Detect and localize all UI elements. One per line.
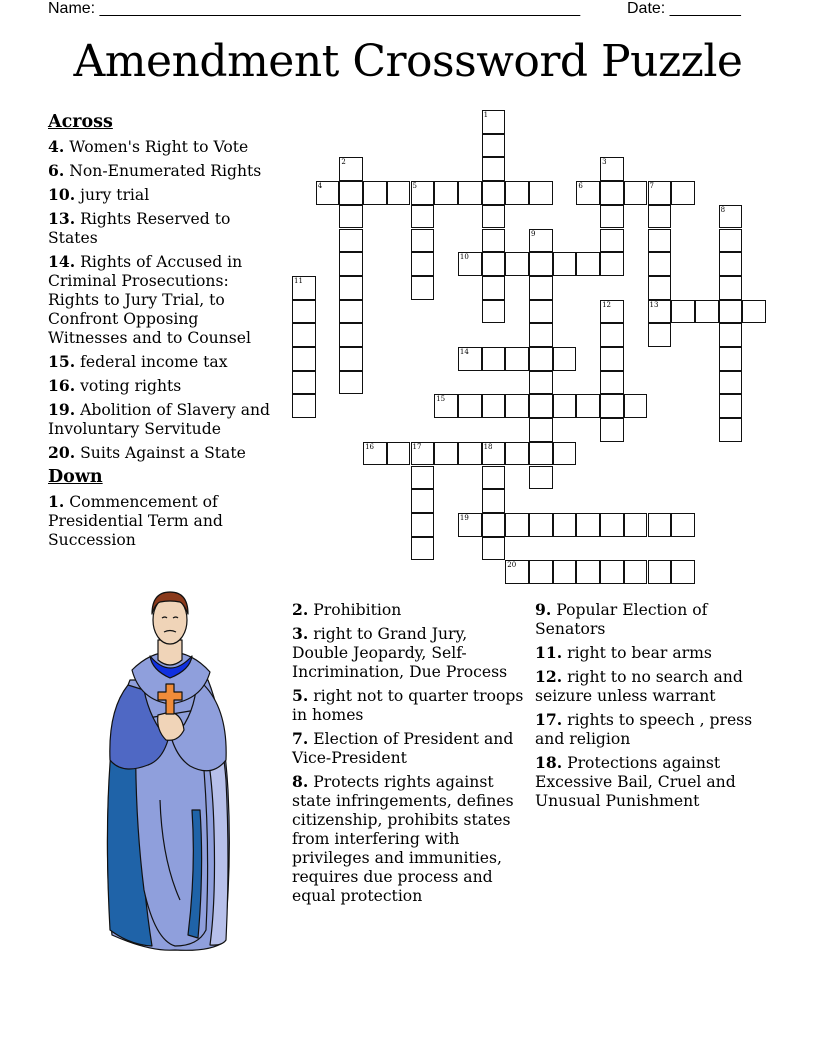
cell-number: 17 (412, 442, 422, 451)
name-field[interactable]: Name: ______________________________________________________ (48, 0, 581, 17)
grid-cell[interactable] (505, 394, 529, 418)
grid-cell[interactable] (624, 560, 648, 584)
grid-cell[interactable] (458, 442, 482, 466)
grid-cell[interactable] (529, 466, 553, 490)
grid-cell[interactable] (529, 560, 553, 584)
grid-cell[interactable] (411, 442, 435, 466)
grid-cell[interactable] (482, 181, 506, 205)
down-clues-continued (292, 600, 527, 910)
grid-cell[interactable] (600, 394, 624, 418)
grid-cell[interactable] (600, 347, 624, 371)
grid-cell[interactable] (339, 252, 363, 276)
clue-text: Non-Enumerated Rights (69, 162, 262, 180)
grid-cell[interactable] (292, 323, 316, 347)
grid-cell[interactable] (411, 181, 435, 205)
grid-cell[interactable] (434, 442, 458, 466)
clue (535, 643, 765, 663)
grid-cell[interactable] (553, 252, 577, 276)
grid-cell[interactable] (411, 229, 435, 253)
clue-number: 20. (48, 443, 76, 462)
grid-cell[interactable] (648, 323, 672, 347)
grid-cell[interactable] (553, 394, 577, 418)
clue-number: 10. (48, 185, 76, 204)
cell-number: 1 (483, 111, 489, 119)
grid-cell[interactable] (482, 537, 506, 561)
clue-text: Rights of Accused in Criminal Prosecutions: Rights to Jury Trial, to Confront Opposing Witnesses and to Counsel (48, 253, 251, 347)
grid-cell[interactable] (529, 347, 553, 371)
cell-number: 16 (365, 442, 375, 451)
clue-number: 14. (48, 252, 76, 271)
grid-cell[interactable] (624, 513, 648, 537)
clue-text: voting rights (80, 377, 182, 395)
clue-number: 18. (535, 753, 563, 772)
grid-cell[interactable] (648, 276, 672, 300)
monk-illustration (100, 590, 240, 960)
grid-cell[interactable] (434, 394, 458, 418)
clue-text: rights to speech , press and religion (535, 711, 753, 748)
clue-number: 9. (535, 600, 552, 619)
clue (292, 624, 527, 682)
grid-cell[interactable] (719, 252, 743, 276)
clue (292, 686, 527, 725)
grid-cell[interactable] (529, 371, 553, 395)
grid-cell[interactable] (648, 181, 672, 205)
down-heading: Down (48, 467, 103, 487)
grid-cell[interactable] (600, 229, 624, 253)
grid-cell[interactable] (411, 276, 435, 300)
grid-cell[interactable] (482, 276, 506, 300)
grid-cell[interactable] (363, 181, 387, 205)
clue-number: 11. (535, 643, 563, 662)
grid-cell[interactable] (339, 205, 363, 229)
grid-cell[interactable] (482, 513, 506, 537)
grid-cell[interactable] (671, 513, 695, 537)
clue-number: 1. (48, 492, 65, 511)
grid-cell[interactable] (648, 252, 672, 276)
clue (535, 600, 765, 639)
down-clues-continued-2 (535, 600, 765, 815)
clue (48, 376, 276, 396)
grid-cell[interactable] (411, 205, 435, 229)
grid-cell[interactable] (648, 300, 672, 324)
grid-cell[interactable] (576, 252, 600, 276)
clue (48, 492, 276, 550)
grid-cell[interactable] (600, 323, 624, 347)
grid-cell[interactable] (600, 560, 624, 584)
clue-text: Protects rights against state infringements, defines citizenship, prohibits states from interfering with privileges and immunities, requires due process and equal protection (292, 773, 514, 905)
grid-cell[interactable] (553, 560, 577, 584)
grid-cell[interactable] (719, 394, 743, 418)
cell-number: 5 (412, 182, 417, 191)
clue (292, 600, 527, 620)
grid-cell[interactable] (482, 157, 506, 181)
grid-cell[interactable] (482, 252, 506, 276)
grid-cell[interactable] (576, 181, 600, 205)
grid-cell[interactable] (648, 205, 672, 229)
grid-cell[interactable] (482, 110, 506, 134)
grid-cell[interactable] (719, 323, 743, 347)
cell-number: 15 (436, 395, 446, 404)
cell-number: 7 (649, 182, 654, 191)
clue-text: Popular Election of Senators (535, 601, 708, 638)
grid-cell[interactable] (600, 371, 624, 395)
clue (48, 252, 276, 348)
grid-cell[interactable] (719, 347, 743, 371)
grid-cell[interactable] (482, 394, 506, 418)
grid-cell[interactable] (339, 371, 363, 395)
grid-cell[interactable] (434, 181, 458, 205)
cell-number: 6 (578, 182, 583, 191)
grid-cell[interactable] (671, 560, 695, 584)
grid-cell[interactable] (411, 466, 435, 490)
clue-text: jury trial (80, 186, 150, 204)
clue-number: 8. (292, 772, 309, 791)
clue-number: 6. (48, 161, 65, 180)
grid-cell[interactable] (292, 276, 316, 300)
clue-number: 17. (535, 710, 563, 729)
clue-number: 3. (292, 624, 309, 643)
clue (535, 753, 765, 811)
grid-cell[interactable] (505, 442, 529, 466)
clue-text: Commencement of Presidential Term and Succession (48, 493, 223, 549)
clue-number: 12. (535, 667, 563, 686)
grid-cell[interactable] (529, 394, 553, 418)
clue (535, 667, 765, 706)
cell-number: 18 (483, 442, 493, 451)
grid-cell[interactable] (648, 229, 672, 253)
clue-number: 4. (48, 137, 65, 156)
grid-cell[interactable] (458, 252, 482, 276)
grid-cell[interactable] (719, 205, 743, 229)
grid-cell[interactable] (387, 181, 411, 205)
clue (48, 161, 276, 181)
clue-number: 5. (292, 686, 309, 705)
grid-cell[interactable] (387, 442, 411, 466)
grid-cell[interactable] (600, 157, 624, 181)
grid-cell[interactable] (529, 252, 553, 276)
grid-cell[interactable] (719, 300, 743, 324)
grid-cell[interactable] (529, 418, 553, 442)
clue (48, 185, 276, 205)
clue-text: right to no search and seizure unless warrant (535, 668, 743, 705)
grid-cell[interactable] (600, 252, 624, 276)
grid-cell[interactable] (482, 347, 506, 371)
grid-cell[interactable] (576, 513, 600, 537)
grid-cell[interactable] (600, 513, 624, 537)
clue (292, 729, 527, 768)
grid-cell[interactable] (505, 560, 529, 584)
cell-number: 20 (507, 561, 517, 570)
cell-number: 10 (459, 253, 469, 262)
clue-text: Prohibition (313, 601, 402, 619)
cell-number: 8 (720, 205, 726, 214)
grid-cell[interactable] (553, 347, 577, 371)
grid-cell[interactable] (695, 300, 719, 324)
grid-cell[interactable] (529, 323, 553, 347)
grid-cell[interactable] (482, 489, 506, 513)
clue-text: right to Grand Jury, Double Jeopardy, Self-Incrimination, Due Process (292, 625, 508, 681)
clue-number: 19. (48, 400, 76, 419)
grid-cell[interactable] (529, 513, 553, 537)
grid-cell[interactable] (600, 181, 624, 205)
page-title: Amendment Crossword Puzzle (73, 36, 743, 87)
clue-number: 13. (48, 209, 76, 228)
grid-cell[interactable] (316, 181, 340, 205)
grid-cell[interactable] (648, 560, 672, 584)
grid-cell[interactable] (482, 134, 506, 158)
grid-cell[interactable] (553, 442, 577, 466)
clue (535, 710, 765, 749)
clue (292, 772, 527, 906)
grid-cell[interactable] (482, 229, 506, 253)
grid-cell[interactable] (505, 347, 529, 371)
grid-cell[interactable] (719, 276, 743, 300)
grid-cell[interactable] (411, 489, 435, 513)
cell-number: 11 (294, 276, 303, 285)
grid-cell[interactable] (719, 229, 743, 253)
grid-cell[interactable] (671, 300, 695, 324)
clue-number: 7. (292, 729, 309, 748)
clue-text: Women's Right to Vote (69, 138, 249, 156)
clue-text: Election of President and Vice-President (292, 730, 514, 767)
grid-cell[interactable] (458, 347, 482, 371)
across-clues (48, 112, 276, 554)
grid-cell[interactable] (600, 205, 624, 229)
clue (48, 400, 276, 439)
cell-number: 2 (341, 158, 346, 167)
grid-cell[interactable] (458, 513, 482, 537)
clue-text: Suits Against a State (80, 444, 246, 462)
clue-text: Abolition of Slavery and Involuntary Servitude (48, 401, 271, 438)
grid-cell[interactable] (482, 300, 506, 324)
grid-cell[interactable] (529, 181, 553, 205)
clue-number: 2. (292, 600, 309, 619)
clue-text: right not to quarter troops in homes (292, 687, 524, 724)
grid-cell[interactable] (719, 371, 743, 395)
date-field[interactable]: Date: ________ (627, 0, 741, 17)
grid-cell[interactable] (292, 300, 316, 324)
grid-cell[interactable] (339, 347, 363, 371)
grid-cell[interactable] (671, 181, 695, 205)
grid-cell[interactable] (576, 394, 600, 418)
clue-text: Rights Reserved to States (48, 210, 231, 247)
grid-cell[interactable] (411, 513, 435, 537)
grid-cell[interactable] (458, 394, 482, 418)
grid-cell[interactable] (576, 560, 600, 584)
grid-cell[interactable] (482, 442, 506, 466)
clue-text: Protections against Excessive Bail, Cruel and Unusual Punishment (535, 754, 736, 810)
grid-cell[interactable] (339, 157, 363, 181)
cell-number: 3 (602, 158, 607, 167)
grid-cell[interactable] (339, 229, 363, 253)
grid-cell[interactable] (339, 181, 363, 205)
cell-number: 14 (459, 348, 469, 356)
clue-text: right to bear arms (567, 644, 712, 662)
cell-number: 9 (531, 229, 536, 238)
grid-cell[interactable] (529, 442, 553, 466)
grid-cell[interactable] (648, 513, 672, 537)
clue-number: 16. (48, 376, 76, 395)
grid-cell[interactable] (600, 418, 624, 442)
cell-number: 4 (317, 182, 323, 191)
grid-cell[interactable] (339, 323, 363, 347)
clue (48, 209, 276, 248)
grid-cell[interactable] (339, 276, 363, 300)
grid-cell[interactable] (742, 300, 766, 324)
grid-cell[interactable] (600, 300, 624, 324)
grid-cell[interactable] (529, 300, 553, 324)
grid-cell[interactable] (292, 394, 316, 418)
clue (48, 137, 276, 157)
clue-text: federal income tax (80, 353, 228, 371)
cell-number: 12 (602, 300, 612, 309)
grid-cell[interactable] (339, 300, 363, 324)
grid-cell[interactable] (624, 181, 648, 205)
across-heading: Across (48, 112, 113, 132)
grid-cell[interactable] (553, 513, 577, 537)
grid-cell[interactable] (624, 394, 648, 418)
grid-cell[interactable] (505, 252, 529, 276)
grid-cell[interactable] (411, 537, 435, 561)
grid-cell[interactable] (505, 181, 529, 205)
cell-number: 13 (649, 300, 659, 309)
grid-cell[interactable] (529, 229, 553, 253)
grid-cell[interactable] (292, 347, 316, 371)
grid-cell[interactable] (458, 181, 482, 205)
grid-cell[interactable] (292, 371, 316, 395)
grid-cell[interactable] (411, 252, 435, 276)
grid-cell[interactable] (719, 418, 743, 442)
clue (48, 443, 276, 463)
grid-cell[interactable] (482, 205, 506, 229)
clue (48, 352, 276, 372)
cell-number: 19 (459, 513, 469, 522)
grid-cell[interactable] (363, 442, 387, 466)
grid-cell[interactable] (529, 276, 553, 300)
grid-cell[interactable] (505, 513, 529, 537)
grid-cell[interactable] (482, 466, 506, 490)
clue-number: 15. (48, 352, 76, 371)
